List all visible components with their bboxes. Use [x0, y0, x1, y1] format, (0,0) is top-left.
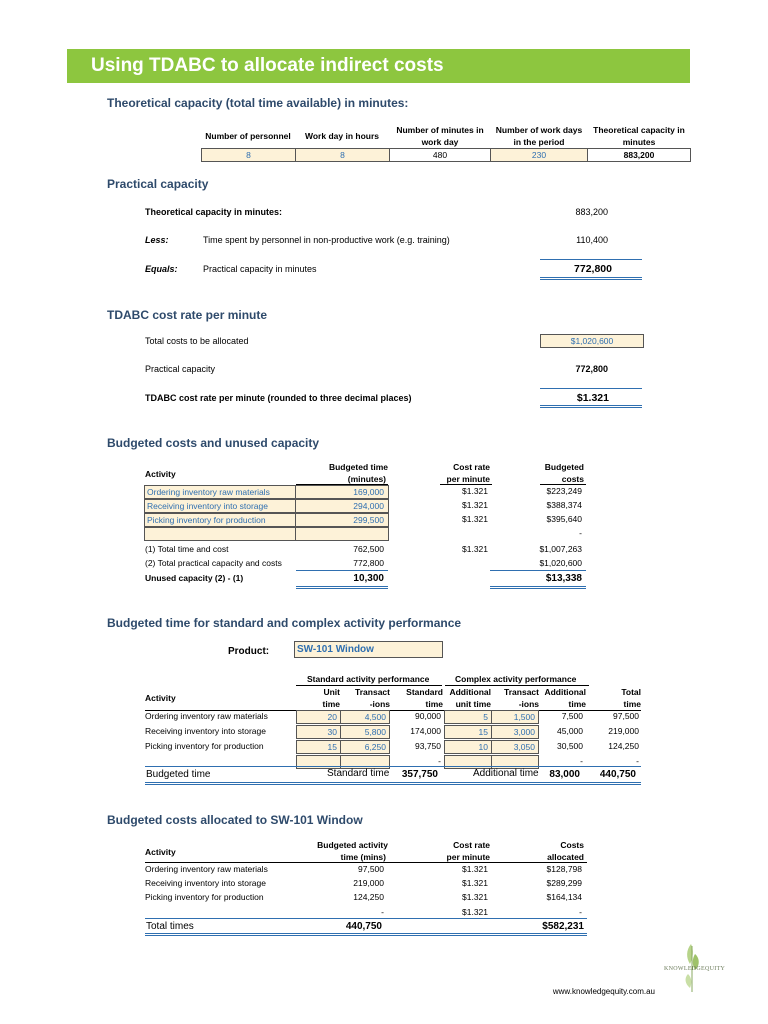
unused-time: 10,300 — [353, 573, 384, 584]
section-heading-standard: Budgeted time for standard and complex activity performance — [107, 616, 462, 630]
label-total-time-cost: (1) Total time and cost — [145, 544, 229, 554]
input-time-3[interactable]: 299,500 — [295, 513, 389, 527]
value-total-budgeted: 440,750 — [599, 769, 636, 780]
col-activity-2: Activity — [145, 693, 176, 703]
col-rate-1: Cost rate — [453, 462, 490, 472]
alloc-cost-3: $164,134 — [546, 892, 582, 902]
input-time-2[interactable]: 294,000 — [295, 499, 389, 513]
value-practical: 772,800 — [575, 364, 608, 374]
rule-practical-double — [540, 277, 642, 280]
col-std-1: Standard — [406, 687, 443, 697]
header-work-days: Number of work days in the period — [495, 125, 583, 147]
rule-std-footer-top — [145, 766, 641, 767]
value-total-allocated: $582,231 — [542, 921, 584, 932]
desc-equals: Practical capacity in minutes — [203, 264, 317, 274]
alloc-activity-2: Receiving inventory into storage — [145, 878, 266, 888]
logo-text: KNOWLEDGEQUITY — [664, 966, 726, 972]
desc-less: Time spent by personnel in non-productive work (e.g. training) — [203, 235, 450, 245]
col-unit-2: time — [322, 699, 340, 709]
section-heading-allocated: Budgeted costs allocated to SW-101 Window — [107, 813, 363, 827]
alloc-activity-3: Picking inventory for production — [145, 892, 264, 902]
col-trans2-1: Transact — [504, 687, 539, 697]
add-time-3: 30,500 — [557, 741, 583, 751]
alloc-col-time-1: Budgeted activity — [317, 840, 388, 850]
total-time: 762,500 — [353, 544, 384, 554]
col-add-unit-2: unit time — [455, 699, 491, 709]
value-standard-time: 357,750 — [401, 769, 438, 780]
input-trans2-1[interactable]: 1,500 — [491, 710, 539, 724]
input-time-4[interactable] — [295, 527, 389, 541]
col-std-2: time — [425, 699, 443, 709]
label-theoretical-minutes: Theoretical capacity in minutes: — [145, 207, 283, 217]
total-time-4: - — [636, 756, 639, 766]
alloc-col-cost-2: allocated — [547, 852, 584, 862]
label-rate: TDABC cost rate per minute (rounded to three decimal places) — [145, 393, 412, 403]
label-additional-time: Additional time — [473, 768, 539, 779]
add-time-1: 7,500 — [561, 711, 583, 721]
col-time-2: (minutes) — [347, 474, 386, 484]
input-work-days[interactable]: 230 — [490, 148, 588, 162]
col-add-time-1: Additional — [544, 687, 586, 697]
knowledgequity-logo — [664, 940, 724, 996]
input-total-costs[interactable]: $1,020,600 — [540, 334, 644, 348]
rate-2: $1.321 — [462, 500, 488, 510]
col-cost-1: Budgeted — [544, 462, 584, 472]
cost-3: $395,640 — [546, 514, 582, 524]
alloc-rate-4: $1.321 — [462, 907, 488, 917]
col-add-time-2: time — [568, 699, 586, 709]
rule-unused-time-single — [296, 570, 388, 571]
col-rate-2: per minute — [446, 474, 490, 484]
input-product[interactable]: SW-101 Window — [294, 641, 443, 658]
alloc-cost-2: $289,299 — [546, 878, 582, 888]
alloc-rate-2: $1.321 — [462, 878, 488, 888]
col-total-1: Total — [621, 687, 641, 697]
input-activity-3[interactable]: Picking inventory for production — [144, 513, 296, 527]
rate-1: $1.321 — [462, 486, 488, 496]
input-activity-2[interactable]: Receiving inventory into storage — [144, 499, 296, 513]
alloc-col-activity: Activity — [145, 847, 176, 857]
unused-cost: $13,338 — [545, 573, 582, 584]
label-standard-time: Standard time — [327, 768, 390, 779]
rule-unused-cost-single — [490, 570, 586, 571]
label-total-times: Total times — [146, 921, 194, 932]
std-time-3: 93,750 — [415, 741, 441, 751]
value-additional-time: 83,000 — [549, 769, 580, 780]
value-less: 110,400 — [576, 235, 608, 245]
footer-url[interactable]: www.knowledgequity.com.au — [552, 987, 655, 996]
group-complex: Complex activity performance — [455, 674, 577, 684]
input-activity-1[interactable]: Ordering inventory raw materials — [144, 485, 296, 499]
practical-cost: $1,020,600 — [539, 558, 582, 568]
col-add-unit-1: Additional — [449, 687, 491, 697]
rule-alloc-footer-bottom — [145, 933, 587, 936]
practical-time: 772,800 — [353, 558, 384, 568]
label-total-practical: (2) Total practical capacity and costs — [145, 558, 282, 568]
alloc-col-cost-1: Costs — [560, 840, 584, 850]
input-add-unit-3[interactable]: 10 — [444, 740, 492, 754]
total-time-3: 124,250 — [608, 741, 639, 751]
alloc-col-rate-1: Cost rate — [453, 840, 490, 850]
alloc-rate-1: $1.321 — [462, 864, 488, 874]
header-theoretical: Theoretical capacity in minutes — [593, 125, 685, 147]
group-standard: Standard activity performance — [307, 674, 430, 684]
total-cost: $1,007,263 — [539, 544, 582, 554]
input-trans2-3[interactable]: 3,050 — [491, 740, 539, 754]
std-activity-2: Receiving inventory into storage — [145, 726, 266, 736]
col-cost-2: costs — [561, 474, 584, 484]
total-time-2: 219,000 — [608, 726, 639, 736]
value-rate: $1.321 — [576, 392, 609, 404]
input-add-unit-2[interactable]: 15 — [444, 725, 492, 739]
alloc-col-rate-2: per minute — [446, 852, 490, 862]
cost-4: - — [579, 528, 582, 538]
input-add-unit-1[interactable]: 5 — [444, 710, 492, 724]
rule-std-footer-bottom — [145, 782, 641, 785]
label-total-costs: Total costs to be allocated — [145, 336, 249, 346]
input-activity-4[interactable] — [144, 527, 296, 541]
input-unit-2[interactable]: 30 — [296, 725, 341, 739]
add-time-2: 45,000 — [557, 726, 583, 736]
cost-1: $223,249 — [546, 486, 582, 496]
alloc-time-3: 124,250 — [353, 892, 384, 902]
rule-rate-single — [540, 388, 642, 389]
rule-unused-cost-double — [490, 586, 586, 589]
value-theoretical: 883,200 — [587, 148, 691, 162]
value-practical-capacity: 772,800 — [574, 263, 612, 275]
alloc-time-1: 97,500 — [358, 864, 384, 874]
header-work-day: Work day in hours — [305, 131, 379, 141]
input-unit-1[interactable]: 20 — [296, 710, 341, 724]
alloc-cost-1: $128,798 — [546, 864, 582, 874]
alloc-activity-1: Ordering inventory raw materials — [145, 864, 268, 874]
section-heading-rate: TDABC cost rate per minute — [107, 308, 268, 322]
input-trans-2[interactable]: 5,800 — [340, 725, 390, 739]
label-product: Product: — [228, 646, 270, 657]
input-work-day[interactable]: 8 — [295, 148, 390, 162]
input-unit-3[interactable]: 15 — [296, 740, 341, 754]
section-heading-practical: Practical capacity — [107, 177, 209, 191]
input-trans-3[interactable]: 6,250 — [340, 740, 390, 754]
std-activity-3: Picking inventory for production — [145, 741, 264, 751]
label-unused: Unused capacity (2) - (1) — [145, 573, 244, 583]
label-less: Less: — [145, 235, 169, 245]
col-trans-2: -ions — [369, 699, 390, 709]
std-time-1: 90,000 — [415, 711, 441, 721]
total-time-1: 97,500 — [613, 711, 639, 721]
add-time-4: - — [580, 756, 583, 766]
std-time-4: - — [438, 756, 441, 766]
alloc-cost-4: - — [579, 907, 582, 917]
col-trans-1: Transact — [355, 687, 390, 697]
input-time-1[interactable]: 169,000 — [295, 485, 389, 499]
label-practical-capacity: Practical capacity — [145, 364, 216, 374]
alloc-time-4: - — [381, 907, 384, 917]
alloc-col-time-2: time (mins) — [340, 852, 386, 862]
value-total-times: 440,750 — [345, 921, 382, 932]
input-trans-1[interactable]: 4,500 — [340, 710, 390, 724]
header-personnel: Number of personnel — [205, 131, 291, 141]
cost-2: $388,374 — [546, 500, 582, 510]
rule-rate-double — [540, 405, 642, 408]
input-personnel[interactable]: 8 — [201, 148, 296, 162]
section-heading-budgeted: Budgeted costs and unused capacity — [107, 436, 320, 450]
title-banner — [67, 49, 690, 83]
col-time-1: Budgeted time — [328, 462, 388, 472]
std-activity-1: Ordering inventory raw materials — [145, 711, 268, 721]
label-budgeted-time: Budgeted time — [146, 769, 211, 780]
total-rate: $1.321 — [462, 544, 488, 554]
col-total-2: time — [623, 699, 641, 709]
col-activity: Activity — [145, 469, 176, 479]
value-minutes: 480 — [389, 148, 491, 162]
alloc-time-2: 219,000 — [353, 878, 384, 888]
rule-alloc-footer-top — [145, 918, 587, 919]
header-minutes: Number of minutes in work day — [396, 125, 484, 147]
value-theoretical-minutes: 883,200 — [575, 207, 608, 217]
label-equals: Equals: — [145, 264, 178, 274]
std-time-2: 174,000 — [410, 726, 441, 736]
col-trans2-2: -ions — [518, 699, 539, 709]
input-trans2-2[interactable]: 3,000 — [491, 725, 539, 739]
alloc-rate-3: $1.321 — [462, 892, 488, 902]
col-unit-1: Unit — [323, 687, 340, 697]
section-heading-theoretical: Theoretical capacity (total time available) in minutes: — [107, 96, 409, 110]
rule-practical-single — [540, 259, 642, 260]
rule-unused-time-double — [296, 586, 388, 589]
rate-3: $1.321 — [462, 514, 488, 524]
page-title: Using TDABC to allocate indirect costs — [91, 55, 444, 76]
